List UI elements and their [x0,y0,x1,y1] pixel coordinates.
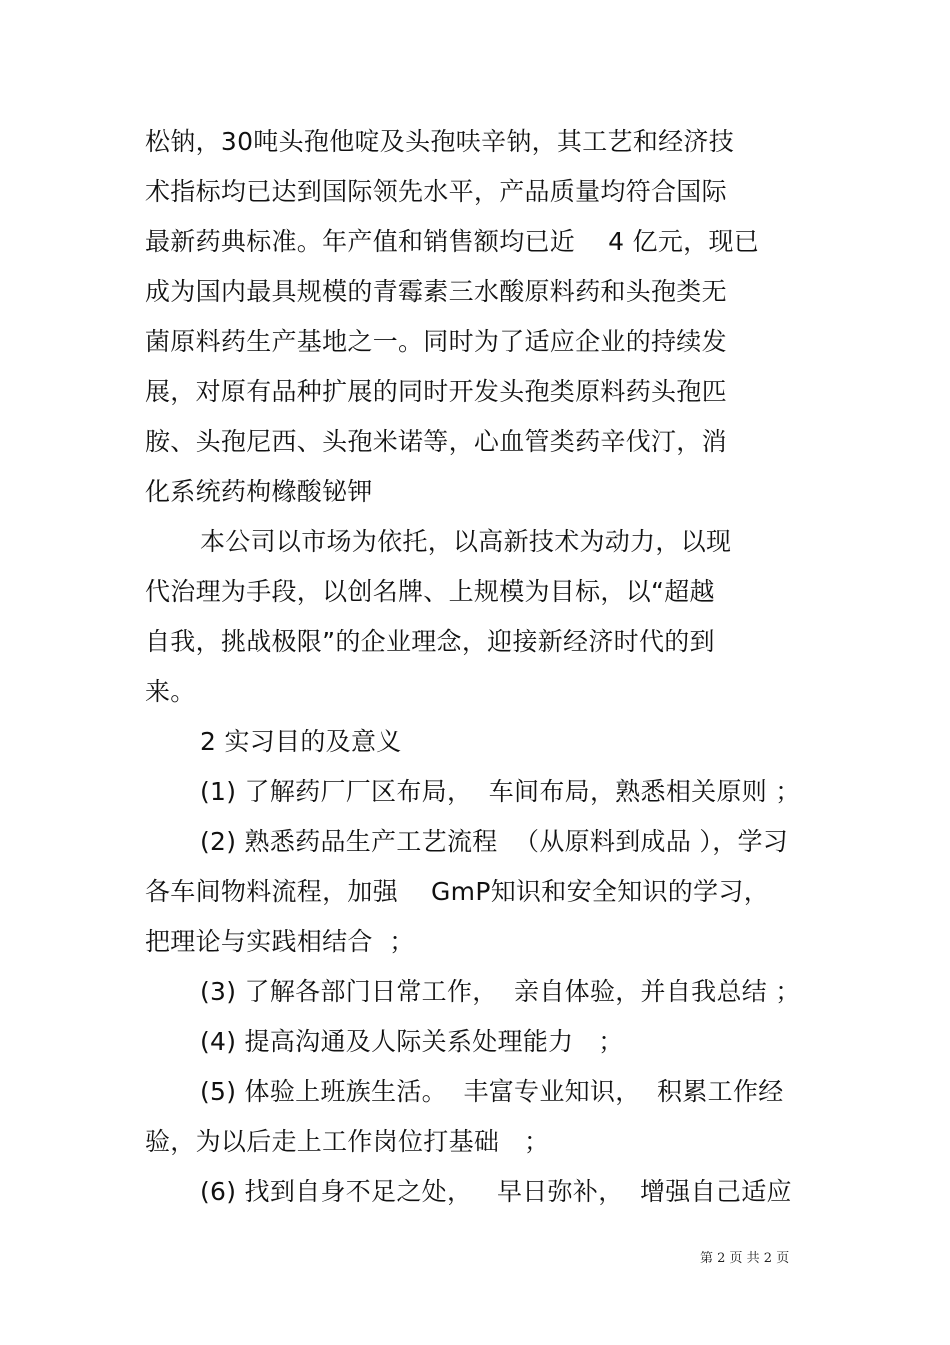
text-line: 菌原料药生产基地之一。同时为了适应企业的持续发 [145,327,727,356]
text-line: 胺、头孢尼西、头孢米诺等，心血管类药辛伐汀，消 [145,427,727,456]
text-line: 化系统药枸橼酸铋钾 [145,477,373,506]
text-line: 代治理为手段，以创名牌、上规模为目标，以“超越 [145,577,715,606]
text-line: 来。 [145,677,196,706]
text-line: 松钠，30吨头孢他啶及头孢呋辛钠，其工艺和经济技 [145,127,735,156]
text-line: 自我，挑战极限”的企业理念，迎接新经济时代的到 [145,627,715,656]
list-item: (6) 找到自身不足之处， 早日弥补， 增强自己适应 [200,1177,792,1206]
page-number-footer: 第 2 页 共 2 页 [700,1251,790,1266]
text-line: 把理论与实践相结合 ； [145,927,415,956]
section-heading: 2 实习目的及意义 [200,727,402,756]
list-item: (3) 了解各部门日常工作， 亲自体验，并自我总结 ； [200,977,801,1006]
text-line: 验，为以后走上工作岗位打基础 ； [145,1127,550,1156]
list-item: (2) 熟悉药品生产工艺流程 （从原料到成品 ），学习 [200,827,789,856]
text-line: 术指标均已达到国际领先水平，产品质量均符合国际 [145,177,727,206]
list-item: (1) 了解药厂厂区布局， 车间布局，熟悉相关原则 ； [200,777,801,806]
text-line: 最新药典标准。年产值和销售额均已近 4 亿元，现已 [145,227,760,256]
list-item: (4) 提高沟通及人际关系处理能力 ； [200,1027,624,1056]
text-line: 各车间物料流程，加强 GmP知识和安全知识的学习， [145,877,769,906]
text-line: 展，对原有品种扩展的同时开发头孢类原料药头孢匹 [145,377,727,406]
text-line: 成为国内最具规模的青霉素三水酸原料药和头孢类无 [145,277,727,306]
list-item: (5) 体验上班族生活。 丰富专业知识， 积累工作经 [200,1077,784,1106]
text-line: 本公司以市场为依托，以高新技术为动力，以现 [200,527,732,556]
